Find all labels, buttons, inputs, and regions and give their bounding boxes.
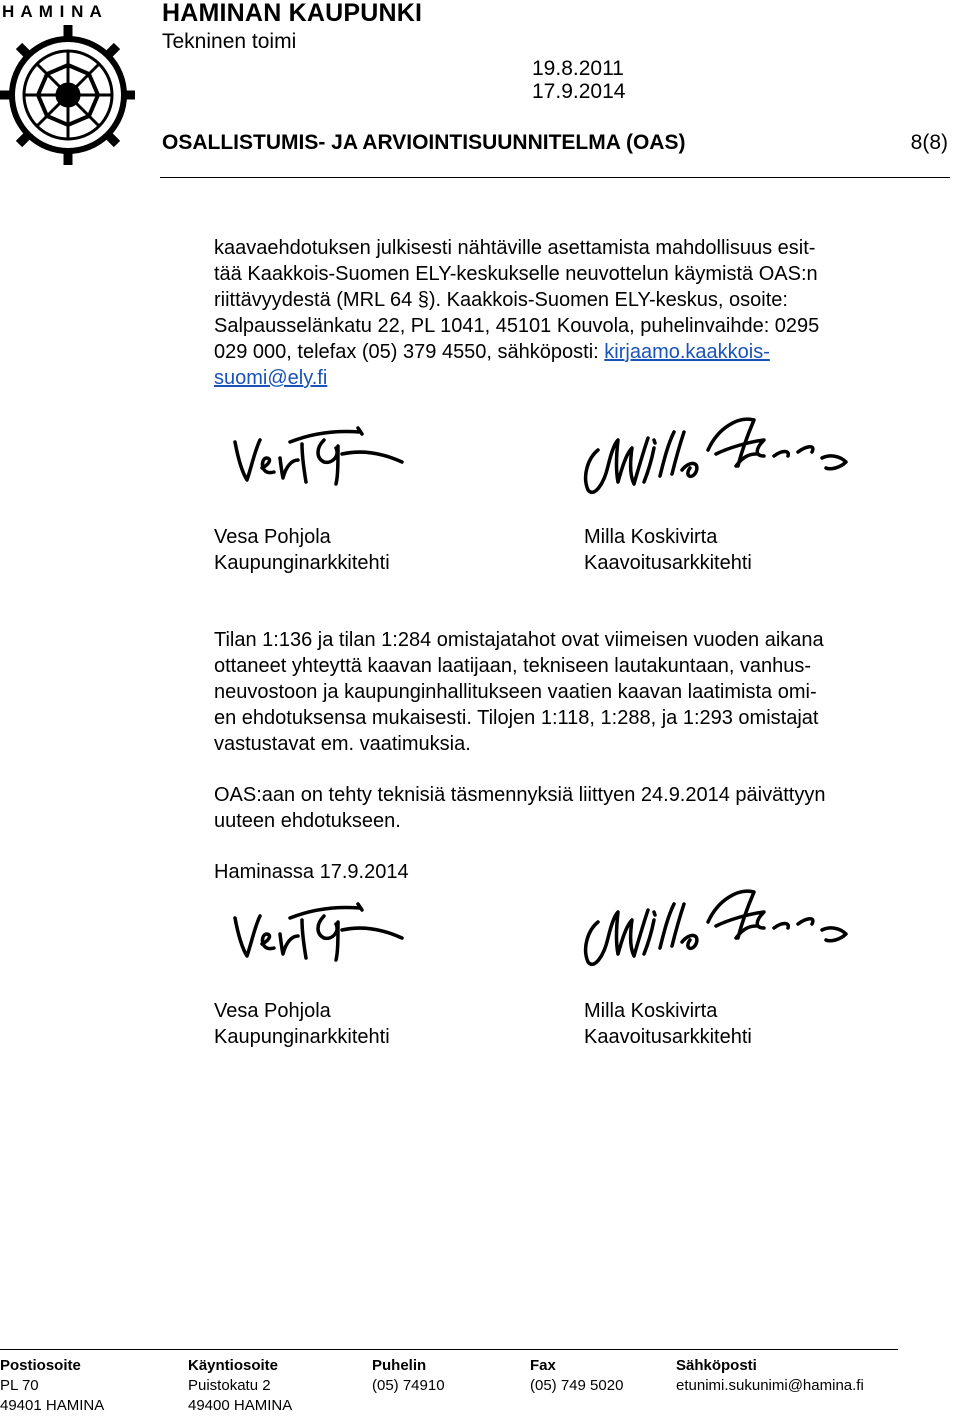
text-line: OAS:aan on tehty teknisiä täsmennyksiä liittyen 24.9.2014 päivättyyn [214,784,826,806]
text-line: en ehdotuksensa mukaisesti. Tilojen 1:118, 1:288, ja 1:293 omistajat [214,707,819,729]
place-date: Haminassa 17.9.2014 [214,861,409,883]
footer-heading: Postiosoite [0,1357,81,1374]
email-link-continued[interactable]: suomi@ely.fi [214,367,328,389]
signatory-title: Kaupunginarkkitehti [214,552,390,574]
footer-visiting [188,1356,292,1416]
organization-name: HAMINAN KAUPUNKI [162,0,423,27]
logo-wordmark: H A M I N A [2,2,103,21]
text-line: neuvostoon ja kaupunginhallitukseen vaatien kaavan laatimista omi- [214,681,817,703]
text-line [214,365,914,391]
signatory-name: Vesa Pohjola [214,1000,331,1022]
footer-heading: Fax [530,1357,556,1374]
footer-email-value[interactable]: etunimi.sukunimi@hamina.fi [676,1377,864,1394]
signature-vesa-pohjola [230,420,410,495]
footer-fax [530,1356,623,1396]
footer-heading: Käyntiosoite [188,1357,279,1374]
footer-value: (05) 749 5020 [530,1377,624,1394]
text-line [214,339,914,365]
text-line: kaavaehdotuksen julkisesti nähtäville asettamista mahdollisuus esit- [214,237,816,259]
signatory-left [214,998,390,1050]
original-date: 19.8.2011 [532,57,624,80]
text-line: tää Kaakkois-Suomen ELY-keskukselle neuvottelun käymistä OAS:n [214,263,818,285]
signatory-title: Kaavoitusarkkitehti [584,552,752,574]
signature-milla-koskivirta [578,410,853,502]
department-name: Tekninen toimi [162,30,297,53]
signatory-right [584,998,752,1050]
signature-vesa-pohjola [230,896,410,971]
footer-divider [0,1349,898,1350]
city-logo [0,0,135,170]
page-number: 8(8) [910,131,948,154]
footer-value: Puistokatu 2 [188,1377,271,1394]
text-line: uuteen ehdotukseen. [214,810,401,832]
footer-value: PL 70 [0,1377,39,1394]
signatory-title: Kaupunginarkkitehti [214,1026,390,1048]
text-fragment: 029 000, telefax (05) 379 4550, sähköposti: [214,341,605,363]
footer-value: 49400 HAMINA [188,1397,293,1414]
text-line: Salpausselänkatu 22, PL 1041, 45101 Kouvola, puhelinvaihde: 0295 [214,315,820,337]
signatory-name: Milla Koskivirta [584,526,718,548]
updated-date: 17.9.2014 [532,80,626,103]
footer-postal [0,1356,104,1416]
text-line: riittävyydestä (MRL 64 §). Kaakkois-Suomen ELY-keskus, osoite: [214,289,788,311]
signatory-title: Kaavoitusarkkitehti [584,1026,752,1048]
text-line: ottaneet yhteyttä kaavan laatijaan, tekniseen lautakuntaan, vanhus- [214,655,812,677]
footer-value: 49401 HAMINA [0,1397,105,1414]
signatory-right [584,524,752,576]
text-line: Tilan 1:136 ja tilan 1:284 omistajatahot ovat viimeisen vuoden aikana [214,629,824,651]
document-title: OSALLISTUMIS- JA ARVIOINTISUUNNITELMA (OAS) [162,131,686,154]
footer-email [676,1356,864,1396]
signatory-name: Vesa Pohjola [214,526,331,548]
signatory-name: Milla Koskivirta [584,1000,718,1022]
signature-milla-koskivirta [578,882,853,974]
text-line: vastustavat em. vaatimuksia. [214,733,471,755]
signatory-left [214,524,390,576]
paragraph-ely-notice [214,235,914,391]
email-link[interactable]: kirjaamo.kaakkois- [604,341,770,363]
footer-value: (05) 74910 [372,1377,445,1394]
footer-phone [372,1356,445,1396]
header-divider [160,177,950,178]
footer-heading: Puhelin [372,1357,427,1374]
paragraph-owners [214,627,914,757]
paragraph-update-note [214,782,914,834]
footer-heading: Sähköposti [676,1357,757,1374]
